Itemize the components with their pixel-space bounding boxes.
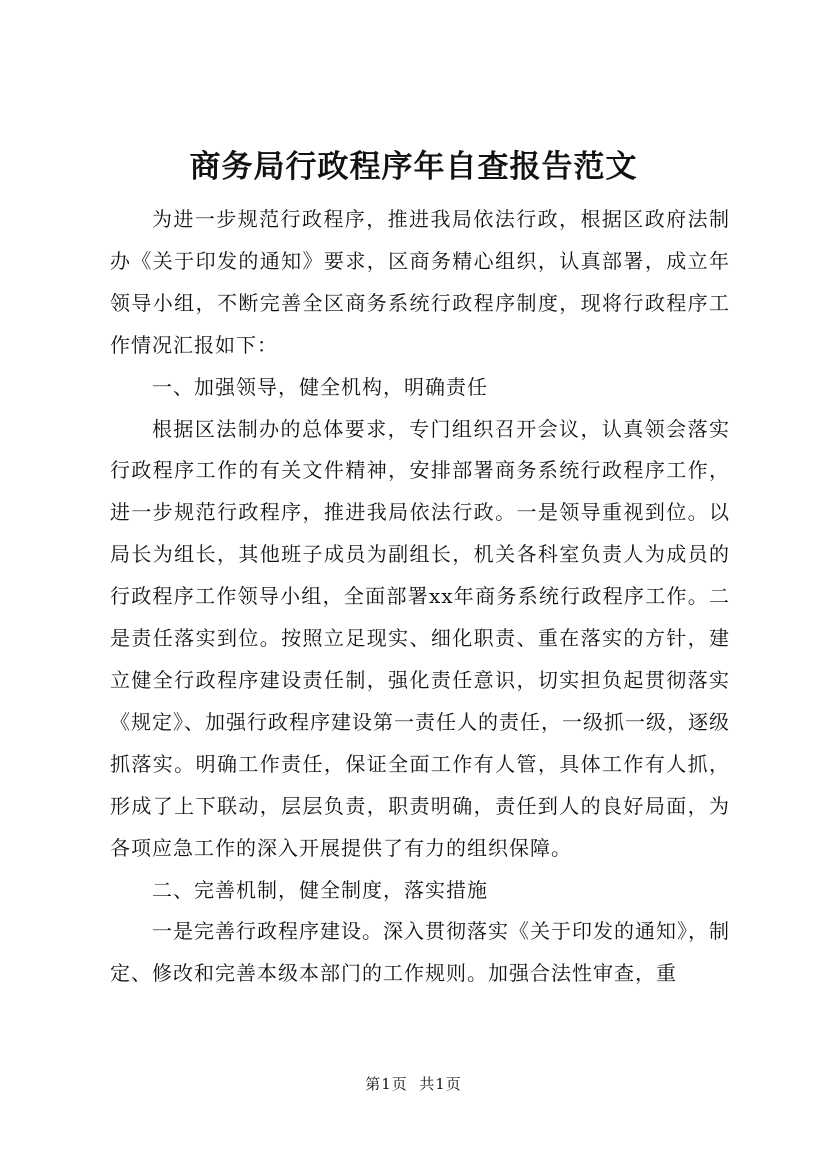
document-title: 商务局行政程序年自查报告范文 xyxy=(189,149,638,185)
page-footer: 第1页 共1页 xyxy=(365,1075,462,1093)
section-2-paragraph: 一是完善行政程序建设。深入贯彻落实《关于印发的通知》，制定、修改和完善本级本部门的工作规则。加强合法性审查，重 xyxy=(110,919,730,986)
section-heading-2: 二、完善机制，健全制度，落实措施 xyxy=(152,877,488,902)
section-1-paragraph: 根据区法制办的总体要求，专门组织召开会议，认真领会落实行政程序工作的有关文件精神，安排部署商务系统行政程序工作，进一步规范行政程序，推进我局依法行政。一是领导重视到位。以局长为组长，其他班子成员为副组长，机关各科室负责人为成员的行政程序工作领导小组，全面部署xx年商务系统行政程序工作。二是责任落实到位。按照立足现实、细化职责、重在落实的方针，建立健全行政程序建设责任制，强化责任意识，切实担负起贯彻落实《规定》、加强行政程序建设第一责任人的责任，一级抓一级，逐级抓落实。明确工作责任，保证全面工作有人管，具体工作有人抓，形成了上下联动，层层负责，职责明确，责任到人的良好局面，为各项应急工作的深入开展提供了有力的组织保障。 xyxy=(110,416,730,860)
intro-paragraph: 为进一步规范行政程序，推进我局依法行政，根据区政府法制办《关于印发的通知》要求，区商务精心组织，认真部署，成立年领导小组，不断完善全区商务系统行政程序制度，现将行政程序工作情况汇报如下： xyxy=(110,207,730,357)
section-heading-1: 一、加强领导，健全机构，明确责任 xyxy=(152,374,488,399)
document-body xyxy=(110,199,730,995)
